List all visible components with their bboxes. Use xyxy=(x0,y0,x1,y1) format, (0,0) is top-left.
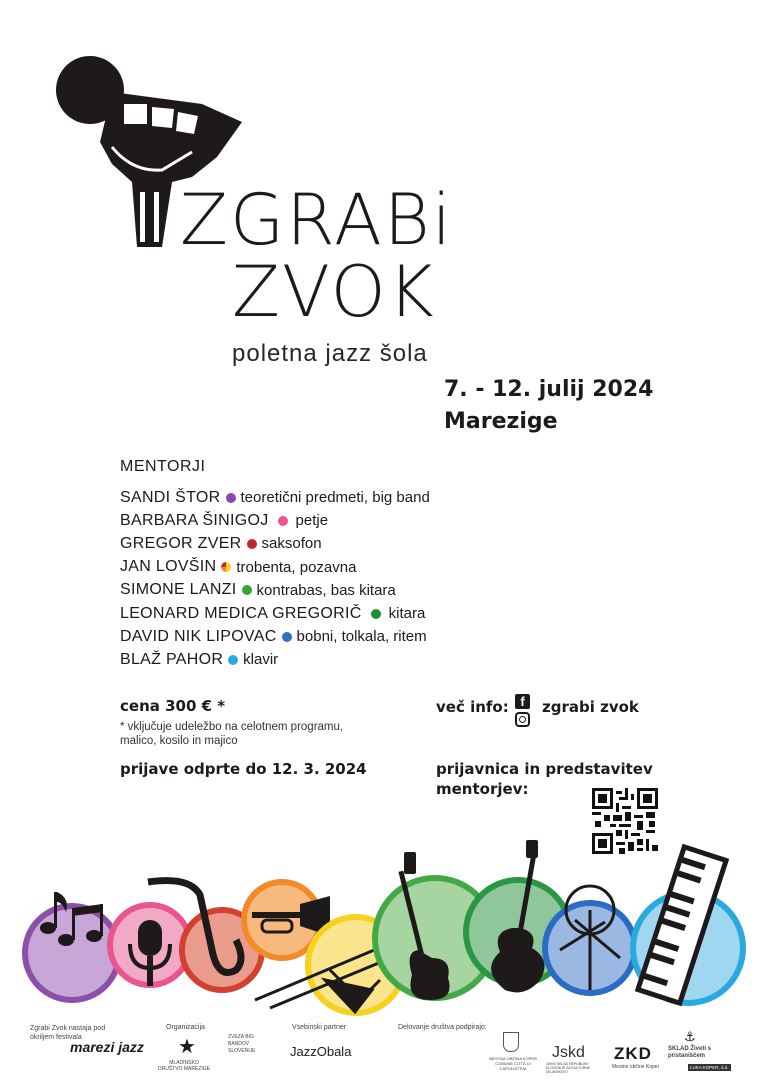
price: cena 300 € * xyxy=(120,697,226,715)
social-handle[interactable]: zgrabi zvok xyxy=(542,698,639,716)
mentor-name: GREGOR ZVER xyxy=(120,534,242,552)
mentor-name: SANDI ŠTOR xyxy=(120,488,221,506)
title-line-1: ZGRABi xyxy=(180,179,454,261)
price-note: * vključuje udeležbo na celotnem programu, malico, kosilo in majico xyxy=(120,721,344,747)
mentors-heading: MENTORJI xyxy=(120,458,206,475)
subtitle: poletna jazz šola xyxy=(232,340,428,367)
jskd-sub: JAVNI SKLAD REPUBLIKE SLOVENIJE ZA KULTURNE DEJAVNOSTI xyxy=(546,1062,591,1074)
title-line-2: ZVOK xyxy=(232,251,436,333)
mentor-row xyxy=(120,509,430,532)
signup-line-1: prijavnica in predstavitev xyxy=(436,760,653,778)
color-dot xyxy=(228,655,238,665)
mok-name: MESTNA OBČINA KOPER COMUNE CITTÀ DI CAPODISTRIA xyxy=(489,1056,537,1071)
mentor-role: kitara xyxy=(388,605,426,623)
color-dot xyxy=(226,493,236,503)
color-dot xyxy=(242,585,252,595)
mentor-role: trobenta, pozavna xyxy=(236,558,357,576)
zkd-sub: Mestne občine Koper xyxy=(612,1064,660,1070)
mentor-row xyxy=(120,579,430,602)
mentor-name: LEONARD MEDICA GREGORIČ xyxy=(120,604,362,622)
sklad-name: SKLAD Živeti s pristaniščem xyxy=(668,1046,712,1059)
event-location: Marezige xyxy=(444,409,558,434)
mentor-name: BLAŽ PAHOR xyxy=(120,650,224,668)
mok-crest-icon xyxy=(503,1032,519,1052)
org-label: Organizacija xyxy=(166,1024,205,1031)
color-dot xyxy=(371,609,381,619)
color-dot xyxy=(247,539,257,549)
mentor-role: petje xyxy=(295,512,329,530)
mentor-name: JAN LOVŠIN xyxy=(120,558,217,576)
zkd-logo: ZKD xyxy=(614,1044,652,1063)
mentor-row xyxy=(120,625,430,648)
mentor-role: bobni, tolkala, ritem xyxy=(296,628,427,646)
big-band-logo: ZVEZA BIG BANDOV SLOVENIJE xyxy=(228,1034,256,1054)
mentor-row xyxy=(120,602,430,625)
instagram-icon[interactable] xyxy=(515,712,530,727)
mentors-list xyxy=(120,458,430,672)
org-name: MLADINSKO DRUŠTVO MAREZIGE xyxy=(158,1060,210,1072)
color-dot xyxy=(282,632,292,642)
jskd-logo: Jskd xyxy=(552,1044,585,1061)
color-dot xyxy=(278,516,288,526)
more-info-label: več info: xyxy=(436,698,509,716)
mentor-row xyxy=(120,556,430,579)
jazzobala-logo: JazzObala xyxy=(290,1044,352,1059)
sklad-sub: LUKA KOPER, d.d. xyxy=(690,1065,729,1070)
mentor-row xyxy=(120,532,430,555)
support-label: Delovanje društva podpirajo: xyxy=(398,1024,487,1031)
mentor-row xyxy=(120,486,430,509)
mentor-name: DAVID NIK LIPOVAC xyxy=(120,627,277,645)
partner-label: Vsebinski partner xyxy=(292,1024,347,1031)
mentor-name: BARBARA ŠINIGOJ xyxy=(120,511,269,529)
org-logo-icon: ★ xyxy=(178,1034,196,1058)
event-dates: 7. - 12. julij 2024 xyxy=(444,377,654,402)
footer-note: Zgrabi Zvok nastaja pod okriljem festivala xyxy=(30,1025,106,1041)
registration-deadline: prijave odprte do 12. 3. 2024 xyxy=(120,760,367,778)
anchor-icon: ⚓ xyxy=(684,1030,696,1045)
mentor-name: SIMONE LANZI xyxy=(120,581,237,599)
color-dot xyxy=(221,562,231,572)
mentor-role: saksofon xyxy=(261,535,322,553)
marezi-jazz-logo: marezi jazz xyxy=(70,1039,144,1055)
mentor-role: teoretični predmeti, big band xyxy=(240,489,430,507)
mentor-role: kontrabas, bas kitara xyxy=(256,581,396,599)
facebook-icon[interactable]: f xyxy=(515,694,530,709)
instrument-circles xyxy=(0,840,768,1020)
signup-line-2: mentorjev: xyxy=(436,780,529,798)
mentor-role: klavir xyxy=(243,651,279,669)
mentor-row xyxy=(120,648,430,671)
